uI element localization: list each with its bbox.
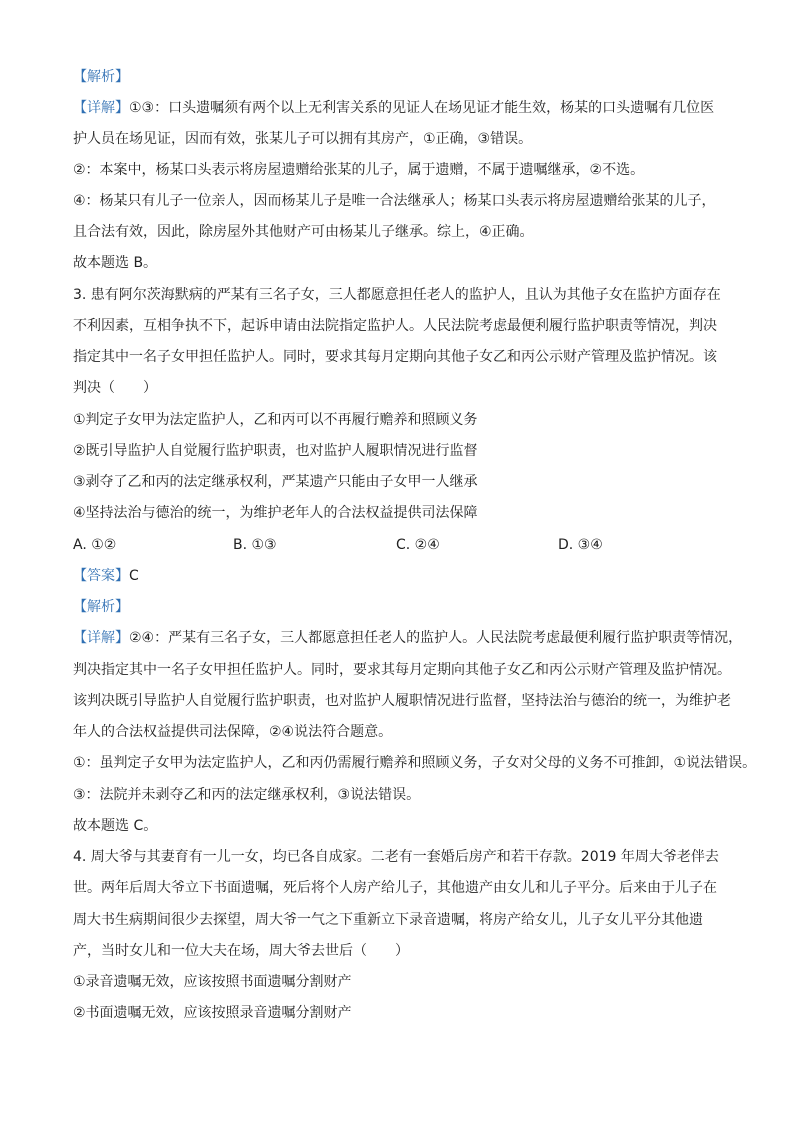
q3-options — [73, 535, 733, 555]
q2-detail-line-2: 护人员在场见证，因而有效，张某儿子可以拥有其房产，①正确，③错误。 — [73, 131, 533, 147]
q2-detail-line-1 — [73, 98, 733, 118]
q3-statement-2: ②既引导监护人自觉履行监护职责，也对监护人履职情况进行监督 — [73, 443, 478, 459]
q3-conclusion: 故本题选 C。 — [73, 818, 158, 834]
analysis-tag: 【解析】 — [73, 69, 129, 85]
q2-analysis-heading — [73, 67, 733, 87]
q2-detail-text: ①③：口头遗嘱须有两个以上无利害关系的见证人在场见证才能生效，杨某的口头遗嘱有几位医 — [129, 100, 715, 116]
q2-detail-line-4: ④：杨某只有儿子一位亲人，因而杨某儿子是唯一合法继承人；杨某口头表示将房屋遗赠给张某的儿子， — [73, 193, 716, 209]
q2-conclusion: 故本题选 B。 — [73, 255, 158, 271]
q4-stem-line-4: 产，当时女儿和一位大夫在场，周大爷去世后（ ） — [73, 943, 409, 959]
q3-detail-text: ②④：严某有三名子女，三人都愿意担任老人的监护人。人民法院考虑最便利履行监护职责等情况， — [129, 630, 743, 646]
option-d: D. ③④ — [558, 537, 603, 553]
q3-detail-line-4: 年人的合法权益提供司法保障，②④说法符合题意。 — [73, 724, 393, 740]
q3-stem-line-3: 指定其中一名子女甲担任监护人。同时，要求其每月定期向其他子女乙和丙公示财产管理及监护情况。该 — [73, 349, 717, 365]
q3-statement-3: ③剥夺了乙和丙的法定继承权利，严某遗产只能由子女甲一人继承 — [73, 474, 478, 490]
option-b: B. ①③ — [233, 537, 277, 553]
detail-tag: 【详解】 — [73, 630, 129, 646]
detail-tag: 【详解】 — [73, 100, 129, 116]
q3-analysis-heading — [73, 597, 733, 617]
option-a: A. ①② — [73, 537, 117, 553]
answer-tag: 【答案】 — [73, 568, 129, 584]
q3-detail-line-3: 该判决既引导监护人自觉履行监护职责，也对监护人履职情况进行监督，坚持法治与德治的统一，为维护老 — [73, 693, 731, 709]
q3-detail-line-6: ③：法院并未剥夺乙和丙的法定继承权利，③说法错误。 — [73, 787, 421, 803]
q3-detail-line-5: ①：虽判定子女甲为法定监护人，乙和丙仍需履行赡养和照顾义务，子女对父母的义务不可推卸，①说法错误。 — [73, 755, 757, 771]
q3-statement-4: ④坚持法治与德治的统一，为维护老年人的合法权益提供司法保障 — [73, 505, 478, 521]
q3-detail-line-2: 判决指定其中一名子女甲担任监护人。同时，要求其每月定期向其他子女乙和丙公示财产管理及监护情况。 — [73, 662, 731, 678]
option-c: C. ②④ — [396, 537, 440, 553]
q4-stem-line-3: 周大书生病期间很少去探望，周大爷一气之下重新立下录音遗嘱，将房产给女儿，儿子女儿平分其他遗 — [73, 912, 703, 928]
q2-detail-line-3: ②：本案中，杨某口头表示将房屋遗赠给张某的儿子，属于遗赠，不属于遗嘱继承，②不选。 — [73, 162, 645, 178]
q3-stem-line-2: 不利因素，互相争执不下，起诉申请由法院指定监护人。人民法院考虑最便利履行监护职责等情况，判决 — [73, 318, 717, 334]
q3-stem-line-1: 3. 患有阿尔茨海默病的严某有三名子女，三人都愿意担任老人的监护人，且认为其他子女在监护方面存在 — [73, 287, 721, 303]
q3-stem-line-4: 判决（ ） — [73, 380, 157, 396]
q3-answer-line — [73, 566, 733, 586]
q4-stem-line-2: 世。两年后周大爷立下书面遗嘱，死后将个人房产给儿子，其他遗产由女儿和儿子平分。后来由于儿子在 — [73, 880, 717, 896]
analysis-tag: 【解析】 — [73, 599, 129, 615]
q4-statement-1: ①录音遗嘱无效，应该按照书面遗嘱分割财产 — [73, 974, 352, 990]
q2-detail-line-5: 且合法有效，因此，除房屋外其他财产可由杨某儿子继承。综上，④正确。 — [73, 224, 534, 240]
q4-stem-line-1: 4. 周大爷与其妻育有一儿一女，均已各自成家。二老有一套婚后房产和若干存款。2019 年周大爷老伴去 — [73, 849, 719, 865]
answer-value: C — [129, 568, 139, 584]
q3-statement-1: ①判定子女甲为法定监护人，乙和丙可以不再履行赡养和照顾义务 — [73, 412, 478, 428]
q3-detail-line-1 — [73, 628, 743, 648]
q4-statement-2: ②书面遗嘱无效，应该按照录音遗嘱分割财产 — [73, 1005, 352, 1021]
